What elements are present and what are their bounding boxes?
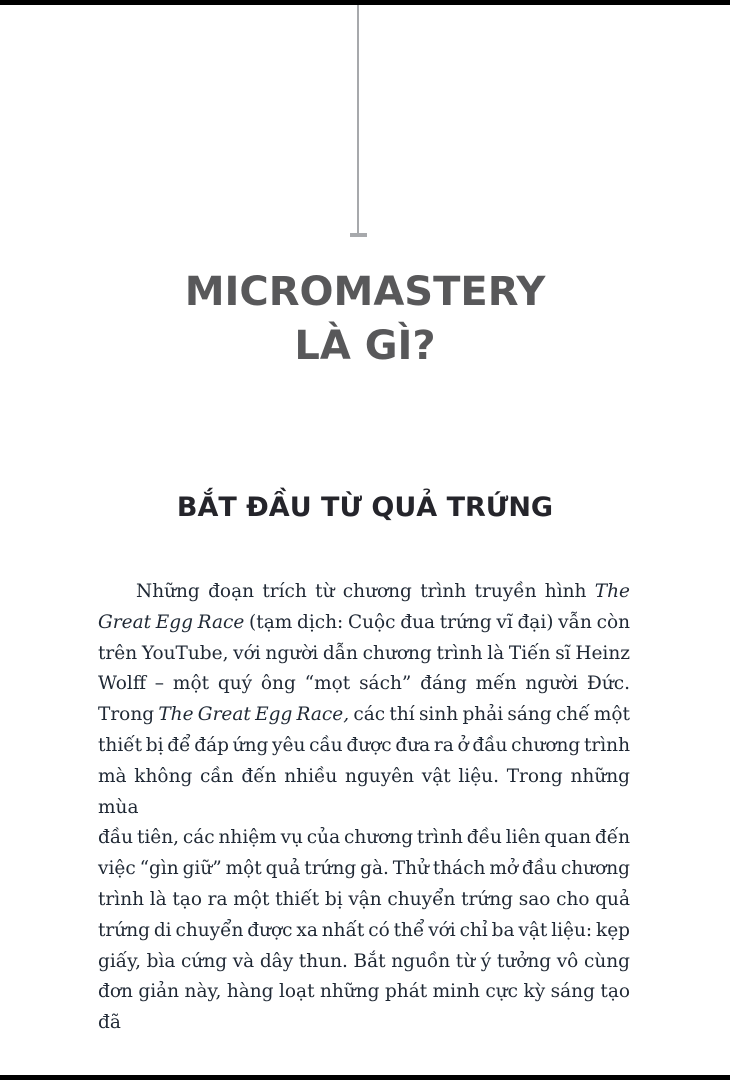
- paragraph-line: [98, 762, 630, 824]
- text-segment: trứng di chuyển được xa nhất có thể với chỉ ba vật liệu: kẹp: [98, 919, 630, 941]
- paragraph-line: [98, 669, 630, 700]
- text-segment: đơn giản này, hàng loạt những phát minh cực kỳ sáng tạo đã: [98, 981, 630, 1034]
- text-segment: đầu tiên, các nhiệm vụ của chương trình đều liên quan đến: [98, 827, 630, 849]
- text-segment: Wolff – một quý ông “mọt sách” đáng mến người Đức.: [98, 673, 630, 695]
- paragraph-line: [98, 947, 630, 978]
- text-segment: (tạm dịch: Cuộc đua trứng vĩ đại) vẫn còn: [244, 611, 630, 633]
- text-segment: Những đoạn trích từ chương trình truyền hình: [136, 581, 595, 602]
- chapter-title: [60, 265, 670, 373]
- section-heading: BẮT ĐẦU TỪ QUẢ TRỨNG: [176, 492, 554, 523]
- paragraph-line: [98, 577, 630, 608]
- chapter-ornament-rule: [357, 5, 359, 233]
- paragraph-line: [98, 854, 630, 885]
- text-segment: Trong: [98, 704, 159, 726]
- paragraph-line: [98, 608, 630, 639]
- chapter-ornament-rule-cap: [350, 233, 367, 237]
- text-segment: thiết bị để đáp ứng yêu cầu được đưa ra ở đầu chương trình: [98, 734, 630, 756]
- text-segment: trên YouTube, với người dẫn chương trình là Tiến sĩ Heinz: [98, 642, 630, 664]
- paragraph-line: [98, 823, 630, 854]
- text-segment: giấy, bìa cứng và dây thun. Bắt nguồn từ ý tưởng vô cùng: [98, 950, 630, 972]
- paragraph-line: [98, 639, 630, 670]
- text-segment: Great Egg Race: [98, 611, 245, 633]
- body-paragraph: [98, 577, 630, 1039]
- text-segment: The Great Egg Race,: [158, 704, 350, 726]
- paragraph-line: [98, 700, 630, 731]
- paragraph-line: [98, 731, 630, 762]
- chapter-title-line-1: MICROMASTERY: [184, 269, 546, 315]
- text-segment: các thí sinh phải sáng chế một: [349, 704, 630, 726]
- paragraph-line: [98, 916, 630, 947]
- text-segment: mà không cần đến nhiều nguyên vật liệu. Trong những mùa: [98, 765, 630, 818]
- scan-edge-bottom: [0, 1075, 730, 1080]
- text-segment: việc “gìn giữ” một quả trứng gà. Thử thách mở đầu chương: [98, 858, 630, 880]
- paragraph-line: [98, 885, 630, 916]
- paragraph-line: [98, 977, 630, 1039]
- text-segment: The: [594, 581, 630, 602]
- chapter-title-line-2: LÀ GÌ?: [294, 323, 436, 369]
- scan-edge-top: [0, 0, 730, 5]
- text-segment: trình là tạo ra một thiết bị vận chuyển trứng sao cho quả: [98, 888, 630, 910]
